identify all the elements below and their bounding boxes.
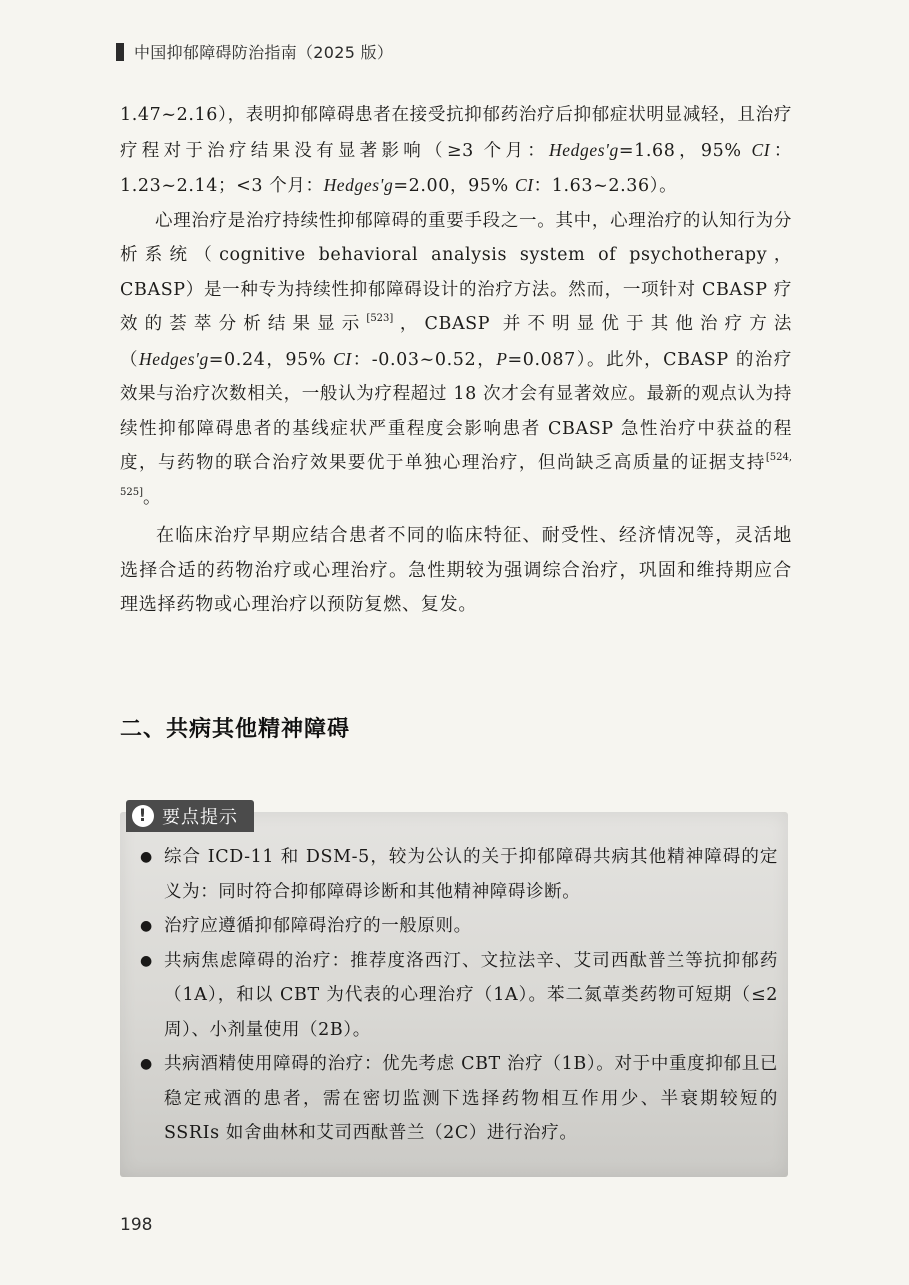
bullet-icon: ● <box>140 1056 153 1072</box>
header-bar-marker <box>116 43 124 61</box>
running-header-title: 中国抑郁障碍防治指南（2025 版） <box>134 43 394 62</box>
key-points-title: 要点提示 <box>162 807 238 828</box>
body-text <box>120 98 792 623</box>
paragraph-2: 心理治疗是治疗持续性抑郁障碍的重要手段之一。其中，心理治疗的认知行为分析系统（cognitive behavioral analysis system of psychotherapy，CBASP）是一种专为持续性抑郁障碍设计的治疗方法。然而，一项针对 CBASP 疗效的荟萃分析结果显示[523]，CBASP 并不明显优于其他治疗方法（Hedges'g=0.24，95% CI：-0.03~0.52，P=0.087）。此外，CBASP 的治疗效果与治疗次数相关，一般认为疗程超过 18 次才会有显著效应。最新的观点认为持续性抑郁障碍患者的基线症状严重程度会影响患者 CBASP 急性治疗中获益的程度，与药物的联合治疗效果要优于单独心理治疗，但尚缺乏高质量的证据支持[524, 525]。 <box>120 210 792 508</box>
bullet-icon: ● <box>140 849 153 865</box>
bullet-icon: ● <box>140 952 153 969</box>
exclamation-icon: ! <box>132 805 154 827</box>
key-point-item: ● 共病酒精使用障碍的治疗：优先考虑 CBT 治疗（1B）。对于中重度抑郁且已稳定戒酒的患者，需在密切监测下选择药物相互作用少、半衰期较短的 SSRIs 如舍曲林和艾司西酞普兰（2C）进行治疗。 <box>138 1047 778 1151</box>
key-point-item: ● 综合 ICD-11 和 DSM-5，较为公认的关于抑郁障碍共病其他精神障碍的定义为：同时符合抑郁障碍诊断和其他精神障碍诊断。 <box>138 840 778 909</box>
key-point-item: ● 治疗应遵循抑郁障碍治疗的一般原则。 <box>138 909 778 944</box>
key-points-list <box>138 840 778 1151</box>
running-header <box>116 40 393 63</box>
citation-523[interactable]: [523] <box>366 313 394 324</box>
citation-524-525[interactable]: [524, 525] <box>120 452 792 498</box>
paragraph-1: 1.47~2.16），表明抑郁障碍患者在接受抗抑郁药治疗后抑郁症状明显减轻，且治疗疗程对于治疗结果没有显著影响（≥3 个月：Hedges'g=1.68，95% CI：1.23~2.14；<3 个月：Hedges'g=2.00，95% CI：1.63~2.36）。 <box>120 105 792 196</box>
paragraph-3: 在临床治疗早期应结合患者不同的临床特征、耐受性、经济情况等，灵活地选择合适的药物治疗或心理治疗。急性期较为强调综合治疗，巩固和维持期应合理选择药物或心理治疗以预防复燃、复发。 <box>120 525 792 615</box>
key-point-item: ● 共病焦虑障碍的治疗：推荐度洛西汀、文拉法辛、艾司西酞普兰等抗抑郁药（1A），和以 CBT 为代表的心理治疗（1A）。苯二氮䓬类药物可短期（≤2 周）、小剂量使用（2B）。 <box>138 944 778 1048</box>
key-points-tab <box>126 800 254 832</box>
section-heading: 二、共病其他精神障碍 <box>120 717 351 742</box>
bullet-icon: ● <box>140 918 153 934</box>
page-number: 198 <box>120 1215 153 1235</box>
